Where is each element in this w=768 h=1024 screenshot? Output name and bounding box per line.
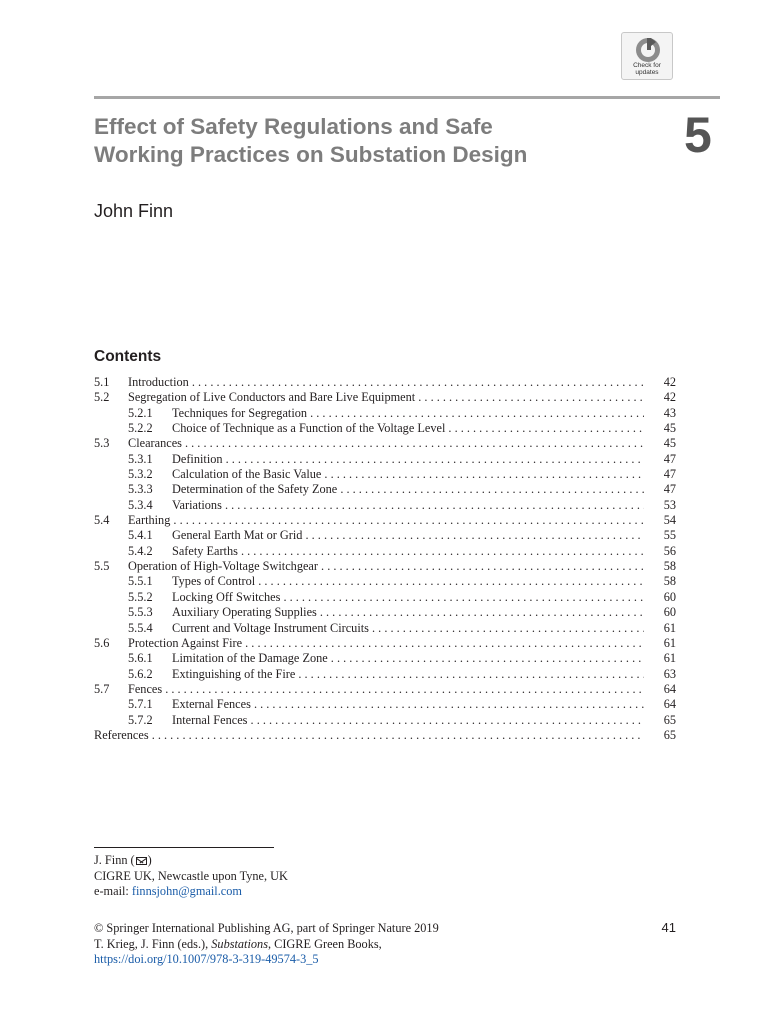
toc-entry-number: 5.4 — [94, 513, 110, 528]
toc-entry-title-wrap — [172, 467, 644, 482]
toc-entry-title-wrap — [128, 390, 644, 405]
toc-entry-title: Variations . . . — [172, 498, 644, 512]
footnote-affiliation: CIGRE UK, Newcastle upon Tyne, UK — [94, 868, 288, 883]
toc-entry-page: 42 — [663, 375, 676, 389]
toc-entry-page: 43 — [663, 405, 676, 420]
toc-entry-title: Determination of the Safety Zone . . . — [172, 482, 644, 496]
toc-entry-title: Calculation of the Basic Value . . . — [172, 467, 644, 481]
toc-entry-page: 54 — [663, 513, 676, 528]
toc-entry-page: 42 — [663, 390, 676, 405]
chapter-title: Effect of Safety Regulations and Safe Working Practices on Substation Design — [94, 114, 528, 167]
toc-entry-number: 5.3.2 — [128, 467, 153, 482]
toc-entry[interactable] — [94, 636, 676, 651]
toc-entry-title-wrap — [94, 728, 644, 743]
toc-entry-title: Locking Off Switches . . . — [172, 590, 644, 604]
toc-entry-number: 5.1 — [94, 375, 110, 389]
toc-entry[interactable] — [94, 482, 676, 497]
toc-entry-page: 58 — [663, 574, 676, 589]
toc-entry-title-wrap — [172, 498, 644, 513]
toc-entry[interactable] — [94, 390, 676, 405]
toc-entry-title: Introduction . . . — [128, 375, 644, 389]
toc-entry[interactable] — [94, 375, 676, 390]
toc-entry[interactable] — [94, 682, 676, 697]
toc-entry-title-wrap — [128, 636, 644, 651]
toc-entry-title-wrap — [128, 513, 644, 528]
toc-entry[interactable] — [94, 452, 676, 467]
toc-entry[interactable] — [94, 498, 676, 513]
toc-entry-number: 5.3 — [94, 436, 110, 451]
toc-entry-page: 63 — [663, 666, 676, 681]
check-for-updates-icon — [634, 36, 662, 64]
toc-entry-page: 45 — [663, 436, 676, 451]
toc-entry-title: Operation of High-Voltage Switchgear . . . — [128, 559, 644, 573]
toc-entry-title: Safety Earths . . . — [172, 544, 644, 558]
toc-entry-title: Auxiliary Operating Supplies . . . — [172, 605, 644, 619]
toc-entry-title: References . . . — [94, 728, 644, 742]
toc-entry-page: 64 — [663, 697, 676, 712]
toc-entry-title-wrap — [172, 590, 644, 605]
toc-entry-number: 5.7 — [94, 681, 110, 696]
doi-link[interactable]: https://doi.org/10.1007/978-3-319-49574-3_5 — [94, 952, 319, 966]
toc-entry-title-wrap — [172, 621, 644, 636]
toc-entry-page: 56 — [663, 543, 676, 558]
toc-entry[interactable] — [94, 728, 676, 743]
toc-entry-number: 5.5.1 — [128, 574, 153, 589]
toc-entry-title-wrap — [172, 651, 644, 666]
toc-entry-title-wrap — [172, 528, 644, 543]
toc-entry-title: Segregation of Live Conductors and Bare Live Equipment . . . — [128, 390, 644, 404]
top-rule — [94, 96, 720, 99]
toc-entry-number: 5.4.2 — [128, 543, 153, 558]
envelope-icon[interactable] — [136, 857, 147, 865]
citation-line: T. Krieg, J. Finn (eds.), Substations, CIGRE Green Books, — [94, 936, 382, 951]
toc-entry-number: 5.5.2 — [128, 589, 153, 604]
toc-entry-number: 5.3.4 — [128, 497, 153, 512]
toc-entry-page: 60 — [663, 589, 676, 604]
toc-entry[interactable] — [94, 467, 676, 482]
toc-entry-title: Limitation of the Damage Zone . . . — [172, 651, 644, 665]
toc-entry-title-wrap — [128, 559, 644, 574]
toc-entry[interactable] — [94, 574, 676, 589]
toc-entry[interactable] — [94, 421, 676, 436]
publication-info — [94, 921, 439, 968]
toc-entry-number: 5.6.1 — [128, 651, 153, 666]
toc-entry-page: 58 — [663, 559, 676, 574]
page-number: 41 — [661, 920, 676, 935]
toc-entry-page: 55 — [663, 528, 676, 543]
toc-entry[interactable] — [94, 605, 676, 620]
toc-entry[interactable] — [94, 544, 676, 559]
toc-entry-title: Internal Fences . . . — [172, 713, 644, 727]
toc-entry-page: 61 — [663, 651, 676, 666]
toc-entry-title: Clearances . . . — [128, 436, 644, 450]
toc-entry[interactable] — [94, 697, 676, 712]
toc-entry-title: Current and Voltage Instrument Circuits . . . — [172, 621, 644, 635]
toc-entry[interactable] — [94, 621, 676, 636]
toc-entry-number: 5.2.2 — [128, 421, 153, 436]
toc-entry-title-wrap — [172, 452, 644, 467]
toc-entry-number: 5.3.1 — [128, 451, 153, 466]
toc-entry-page: 61 — [663, 635, 676, 650]
toc-entry-page: 60 — [663, 605, 676, 620]
toc-entry[interactable] — [94, 590, 676, 605]
toc-entry-title: Extinguishing of the Fire . . . — [172, 667, 644, 681]
toc-entry-page: 61 — [663, 620, 676, 635]
toc-entry[interactable] — [94, 559, 676, 574]
toc-entry-number: 5.3.3 — [128, 482, 153, 497]
toc-entry-page: 65 — [663, 727, 676, 742]
toc-entry-page: 45 — [663, 421, 676, 436]
toc-entry[interactable] — [94, 713, 676, 728]
toc-entry-title-wrap — [172, 667, 644, 682]
toc-entry-title: External Fences . . . — [172, 697, 644, 711]
toc-entry-page: 47 — [663, 451, 676, 466]
footnote-rule — [94, 847, 274, 848]
toc-entry-number: 5.5 — [94, 559, 110, 574]
footnote-author-line: J. Finn ( ) — [94, 853, 152, 867]
toc-entry-title-wrap — [128, 682, 644, 697]
toc-entry-title-wrap — [172, 574, 644, 589]
toc-entry-title-wrap — [172, 421, 644, 436]
toc-entry[interactable] — [94, 651, 676, 666]
toc-entry-title: Definition . . . — [172, 452, 644, 466]
toc-entry-page: 47 — [663, 467, 676, 482]
copyright-line: © Springer International Publishing AG, part of Springer Nature 2019 — [94, 921, 439, 935]
toc-entry-title-wrap — [128, 436, 644, 451]
toc-entry-number: 5.5.4 — [128, 620, 153, 635]
toc-entry-page: 53 — [663, 497, 676, 512]
table-of-contents — [94, 375, 676, 743]
toc-entry-title-wrap — [172, 482, 644, 497]
toc-entry[interactable] — [94, 667, 676, 682]
email-link[interactable]: finnsjohn@gmail.com — [131, 884, 242, 898]
author-footnote — [94, 853, 288, 900]
toc-entry-number: 5.6 — [94, 635, 110, 650]
toc-entry-title-wrap — [128, 375, 644, 390]
toc-entry-title: Earthing . . . — [128, 513, 644, 527]
toc-entry-page: 64 — [663, 681, 676, 696]
toc-entry-title-wrap — [172, 697, 644, 712]
toc-entry-number: 5.4.1 — [128, 528, 153, 543]
toc-entry-number: 5.7.2 — [128, 712, 153, 727]
toc-entry[interactable] — [94, 436, 676, 451]
toc-entry-number: 5.7.1 — [128, 697, 153, 712]
toc-entry-title: Types of Control . . . — [172, 574, 644, 588]
toc-entry-title: General Earth Mat or Grid . . . — [172, 528, 644, 542]
toc-entry-title: Techniques for Segregation . . . — [172, 406, 644, 420]
toc-entry-number: 5.2 — [94, 390, 110, 405]
toc-entry-title: Choice of Technique as a Function of the Voltage Level . . . — [172, 421, 644, 435]
contents-heading: Contents — [94, 348, 162, 365]
toc-entry[interactable] — [94, 528, 676, 543]
toc-entry-number: 5.6.2 — [128, 666, 153, 681]
toc-entry-page: 65 — [663, 712, 676, 727]
toc-entry[interactable] — [94, 406, 676, 421]
toc-entry-title-wrap — [172, 605, 644, 620]
toc-entry-title-wrap — [172, 406, 644, 421]
toc-entry-page: 47 — [663, 482, 676, 497]
toc-entry-title: Fences . . . — [128, 682, 644, 696]
toc-entry[interactable] — [94, 513, 676, 528]
toc-entry-title-wrap — [172, 544, 644, 559]
badge-label: Check for updates — [633, 62, 661, 76]
toc-entry-title: Protection Against Fire . . . — [128, 636, 644, 650]
toc-entry-title-wrap — [172, 713, 644, 728]
check-for-updates-badge[interactable] — [621, 32, 673, 80]
toc-entry-number: 5.5.3 — [128, 605, 153, 620]
author-name: John Finn — [94, 201, 174, 221]
footnote-email-line: e-mail: finnsjohn@gmail.com — [94, 884, 242, 898]
chapter-number: 5 — [684, 107, 712, 163]
toc-entry-number: 5.2.1 — [128, 405, 153, 420]
